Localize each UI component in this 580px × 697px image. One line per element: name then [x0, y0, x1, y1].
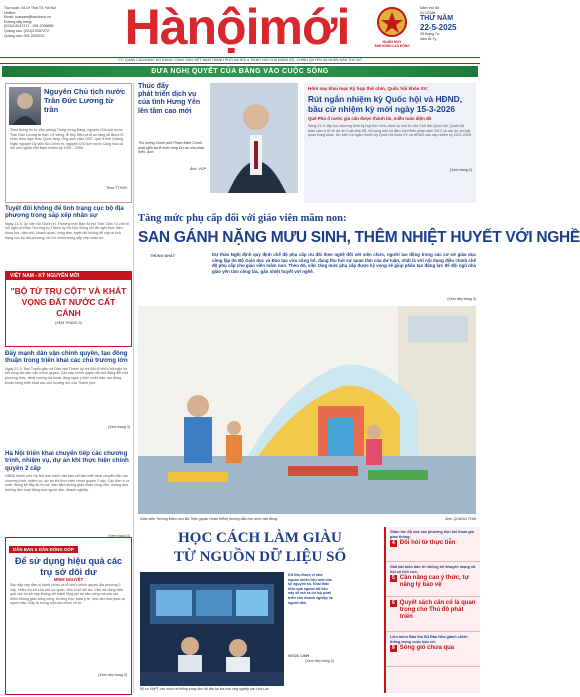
address-line: (024)3.8247471 - 091.2038685: [4, 24, 54, 29]
main-headline[interactable]: SAN GÁNH NẶNG MƯU SINH, THÊM NHIỆT HUYẾT VỚI NGHỀ: [138, 229, 580, 246]
issue-date: 22-5-2025: [420, 23, 457, 33]
lead-obituary: [5, 83, 132, 203]
art2-title[interactable]: Tuyệt đối không để tình trạng cục bộ địa phương trong sắp xếp nhân sự: [5, 205, 124, 220]
address-line: Tòa soạn: 44 Lê Thái Tổ, Hà Nội: [4, 6, 57, 10]
sidebar-item-title: Cần nâng cao ý thức, tự nâng lý bảo vệ: [399, 574, 469, 588]
portrait-photo: [9, 87, 41, 125]
lower-headline-2[interactable]: TỪ NGUỒN DỮ LIỆU SỐ: [173, 549, 347, 565]
issue-info: [420, 6, 478, 41]
feature-caption: Thủ tướng Chính phủ Phạm Minh Chính phát biểu tại lễ khởi công Dự án nhà phát triển. Ảnh:: [138, 141, 204, 155]
divider-left: [133, 83, 134, 693]
sidebar-item-title: Quyết sách cấn cổ lá quan trọng cho Thủ đô phát triển: [399, 600, 476, 620]
art2-body: Ngày 21-5, Ủy viên Bộ Chính trị, Thường trực Ban Bí thư Trần Cẩm Tú chủ trì hội nghị với Ban Thường vụ Thành ủy Hà Nội. Đồng chí đề nghị thực hiện khoa học, dân chủ, khách quan, công tâm, tuyệt đối không để xảy ra tình trạng cục bộ địa phương, lợi ích nhóm trong sắp xếp nhân sự.: [5, 221, 129, 240]
rt-title[interactable]: Rút ngắn nhiệm kỳ Quốc hội và HĐND, bầu cử nhiệm kỳ mới ngày 15-3-2026: [308, 94, 463, 114]
lunar-year: năm Ất Tỵ: [420, 36, 437, 41]
address-line: Quảng cáo: 091.2032432: [4, 33, 45, 38]
banner-more[interactable]: (XEM TRANG 3): [55, 321, 82, 325]
sidebar-item-kicker: Giảm tốc độ của các phương tiện khi tham gia giao thông:: [390, 530, 474, 539]
art5-more[interactable]: (Xem tiếp trang 3): [98, 673, 127, 677]
article-chinh-quyen: [5, 450, 130, 539]
lower-intro: [288, 573, 334, 664]
address-line: Quảng cáo: (024)3.9287272: [4, 28, 49, 33]
sidebar-item-page: 6: [392, 600, 395, 606]
lower-body: Dữ liệu được ví như nguồn nhiên liệu mới của kỷ nguyên số. Khai thác hiệu quả nguồn dữ liệu này sẽ mở ra cơ hội phát triển cho doanh nghiệp và người dân.: [288, 573, 333, 605]
main-kicker: Tăng mức phụ cấp đối với giáo viên mầm non:: [138, 213, 347, 224]
sidebar-item[interactable]: [386, 562, 480, 597]
sidebar-item-page: 5: [392, 574, 395, 581]
address-line: Email: toasoan@hanoimoi.vn: [4, 15, 51, 20]
lower-photo: [140, 572, 284, 686]
main-lead: Dự thảo Nghị định quy định chế độ phụ cấp ưu đãi theo nghề đối với viên chức, người lao động trong các cơ sở giáo dục công lập do Bộ Giáo dục và Đào tạo vừa công bố, đang thu hút sự quan tâm của dư luận, nhất là với nội dung điều chỉnh chế độ phụ cấp cho giáo viên mầm non. Theo đó, việc tăng mức phụ cấp được kỳ vọng sẽ giúp phần tạo động lực để đội ngũ nhà giáo yên tâm công tác, gắn nhiệt huyết với nghề.: [212, 252, 476, 274]
feature-photo: [210, 83, 298, 193]
rt-kicker: Hôm nay khai mạc Kỳ họp thứ chín, Quốc hội khóa XV:: [308, 86, 428, 91]
feature-credit: Ảnh: VGP: [190, 167, 206, 171]
art5-title[interactable]: Để sử dụng hiệu quả các trụ sở dôi dư: [14, 556, 123, 577]
lead-title[interactable]: Nguyên Chủ tịch nước Trần Đức Lương từ trần: [44, 87, 126, 114]
main-photo-credit: Ảnh: QUANG THÁI: [445, 517, 476, 521]
main-photo: [138, 306, 476, 514]
lower-byline: NGỌC LINH: [288, 654, 310, 658]
art4-body: UBND thành phố Hà Nội ban hành văn bản chỉ đạo triển khai chuyển tiếp các chương trình, nhiệm vụ, dự án khi thực hiện chính quyền 2 cấp. Các đơn vị rà soát, thống kê đầy đủ hồ sơ, bảo đảm không gián đoạn công việc, không ảnh hưởng đến hoạt động của người dân, doanh nghiệp.: [5, 474, 130, 492]
lunar-day: 25 tháng Tư: [420, 32, 440, 37]
sidebar-item[interactable]: [386, 632, 480, 667]
art3-body: Ngày 21-5, Ban Tuyên giáo và Dân vận Thành ủy Hà Nội tổ chức hội nghị sơ kết công tác dân vận chính quyền. Các cấp chính quyền đã chủ động đổi mới phương thức, tăng cường đối thoại, lắng nghe ý kiến nhân dân, tạo đồng thuận trong triển khai các chủ trương lớn của Thành phố.: [5, 366, 129, 385]
sidebar: [384, 527, 480, 693]
feature-kicker: Thúc đẩy: [138, 83, 169, 90]
article-dan-van: [5, 350, 130, 429]
art4-more[interactable]: (Xem trang 3): [108, 534, 130, 539]
masthead-address: [4, 6, 96, 38]
hero-badge: [372, 6, 412, 50]
lower-photo-caption: Kỹ sư VNPT cán hành hệ thống trung tâm dữ liệu tại tòa nhà ứng nghiệp các Hòa Lạc: [140, 687, 269, 691]
address-line: Đường dây nóng:: [4, 19, 33, 24]
section-tag: DÂN BÀN & DÂN ĐÓNG GÓP: [9, 546, 78, 553]
issue-year: Năm thứ 68: [420, 6, 439, 10]
lead-source: Theo TTXVN: [106, 186, 127, 190]
rt-bullet[interactable]: Quê Phú ổ nước gia cấn được thành tin, miễn toàn diện đô: [308, 116, 432, 121]
art5-body: Sau sắp xếp đơn vị hành chính và tổ chức chính quyền địa phương 2 cấp, nhiều trụ sở của các cơ quan, đơn vị sẽ dôi dư. Việc sử dụng hiệu quả các trụ sở này không chỉ tránh lãng phí tài sản công mà còn tạo thêm không gian công cộng, trường học, trạm y tế, nhà văn hóa phục vụ người dân. Đây là mong mỏi của nhiều cử tri.: [10, 583, 126, 606]
slogan: ĐƯA NGHỊ QUYẾT CỦA ĐẢNG VÀO CUỘC SỐNG: [151, 68, 329, 75]
feature-hung-yen: [138, 83, 298, 203]
art3-title[interactable]: Đẩy mạnh dân vận chính quyền, tạo đồng thuận trong triển khai các chủ trương lớn: [5, 350, 128, 365]
org-line: CƠ QUAN CỦA ĐẢNG BỘ ĐẢNG CỘNG SẢN VIỆT NAM THÀNH PHỐ HÀ NỘI ● TIẾNG NÓI CỦA ĐẢNG BỘ, CHÍNH QUYỀN VÀ NHÂN DÂN THỦ ĐÔ: [0, 57, 480, 64]
badge-line1: HUÂN HUY: [382, 40, 402, 44]
masthead-logo: Hànộimới: [124, 0, 350, 55]
address-line: Hotline:: [4, 10, 17, 15]
badge-line2: ANH HÙNG LAO ĐỘNG: [374, 44, 410, 48]
banner-tag: VIỆT NAM - KỶ NGUYÊN MỚI: [6, 272, 131, 280]
lower-headline-1[interactable]: HỌC CÁCH LÀM GIÀU: [178, 530, 342, 546]
slogan-bar: [2, 66, 478, 77]
main-byline: THÙNG NHẤT: [150, 254, 176, 258]
art4-title[interactable]: Hà Nội triển khai chuyển tiếp các chương trình, nhiệm vụ, dự án khi thực hiện chính quyền 2 cấp: [5, 450, 129, 472]
parliament-box: [304, 83, 476, 203]
art5-author: MINH NGUYỆT: [53, 577, 84, 582]
kyguyen-banner: [5, 271, 132, 347]
sidebar-item[interactable]: [386, 597, 480, 632]
sidebar-item[interactable]: [386, 527, 480, 562]
art3-more[interactable]: (Xem trang 3): [108, 424, 130, 429]
rt-body: Sáng 21-5, tiếp tục chương trình kỳ họp thứ chín, dưới sự chủ trì của Chủ tịch Quốc hội, Quốc hội thảo luận ở tổ về dự án Luật sửa đổi, bổ sung một số điều của Hiến pháp năm 2013 và các dự án luật quan trọng khác. Dự kiến rút ngắn nhiệm kỳ Quốc hội khóa XV và HĐND các cấp nhiệm kỳ 2021-2026.: [308, 124, 473, 138]
rt-more[interactable]: (Xem trang 2): [450, 168, 472, 172]
sidebar-item-kicker: Liên minh Bảo thủ B4 Đảo Nha giành chiến thắng trong cuộc bầu cử:: [390, 635, 468, 644]
lead-body: Theo thông tin từ Văn phòng Trung ương Đảng, nguyên Chủ tịch nước Trần Đức Lương từ trần. Lễ viếng, lễ truy điệu và lễ an táng sẽ được tổ chức theo nghi thức Quốc tang. Ông sinh năm 1937, quê ở tỉnh Quảng Ngãi, nguyên Ủy viên Bộ Chính trị, nguyên Chủ tịch nước Cộng hòa xã hội chủ nghĩa Việt Nam nhiệm kỳ 1997 - 2006.: [10, 128, 124, 151]
sidebar-item-kicker: Giải bài toán dân trí những lời khuyên mạng xã hội có tích cực:: [390, 565, 476, 574]
sidebar-item-title: Sóng gió chưa qua: [399, 644, 455, 651]
weekday: THỨ NĂM: [420, 15, 454, 23]
main-photo-caption: Giáo viên Trường Mầm non Bà Triệu (quận Hoàn Kiếm) hướng dẫn học sinh vận động.: [140, 517, 278, 521]
issue-number: Số 20198: [420, 10, 436, 15]
article-personnel: [5, 205, 130, 276]
sidebar-item-title: Đồi hỏi từ thực tiễn: [399, 539, 456, 546]
dan-ban-box: [5, 537, 132, 695]
main-more[interactable]: (Xem tiếp trang 3): [447, 297, 476, 301]
banner-title[interactable]: "BỘ TỨ TRỤ CỘT" VÀ KHÁT VỌNG ĐẤT NƯỚC CẤT CÁNH: [10, 286, 127, 318]
lower-more[interactable]: (Xem tiếp trang 3): [305, 659, 334, 663]
feature-title[interactable]: phát triển dịch vụ của tình Hưng Yên lên tầm cao mới: [138, 91, 201, 115]
sidebar-item-page: 8: [392, 644, 395, 651]
sidebar-item-page: 4: [392, 539, 395, 546]
